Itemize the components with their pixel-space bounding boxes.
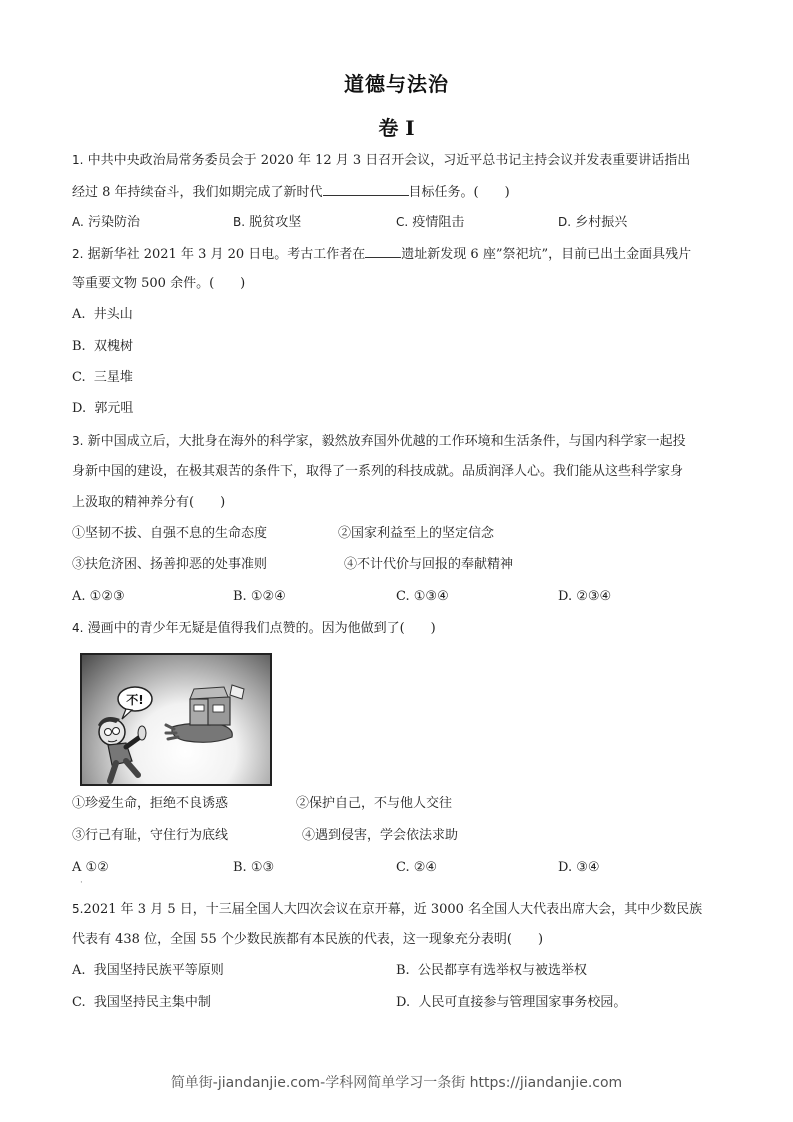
answer-blank <box>323 183 409 196</box>
q2-option-a: A. 井头山 <box>72 307 133 322</box>
question-number: 1. <box>72 153 84 167</box>
q3-statement-2: ②国家利益至上的坚定信念 <box>338 526 495 541</box>
q4-option-d: D. ③④ <box>558 860 600 875</box>
q4-option-a: A ①② <box>72 860 109 875</box>
q5-option-a: A. 我国坚持民族平等原则 <box>72 963 224 978</box>
question-4-line-1: 4. 漫画中的青少年无疑是值得我们点赞的。因为他做到了( ) <box>72 621 436 636</box>
q4-statement-1: ①珍爱生命，拒绝不良诱惑 <box>72 796 229 811</box>
q5-option-c: C. 我国坚持民主集中制 <box>72 995 211 1010</box>
q1-option-b: B. 脱贫攻坚 <box>233 215 302 230</box>
q3-option-b: B. ①②④ <box>233 589 286 604</box>
cartoon-image <box>80 653 272 786</box>
question-3-line-2: 身新中国的建设，在极其艰苦的条件下，取得了一系列的科技成就。品质润泽人心。我们能从这些科学家身 <box>72 464 684 479</box>
question-number: 2. <box>72 247 84 261</box>
question-3-line-1: 3. 新中国成立后，大批身在海外的科学家，毅然放弃国外优越的工作环境和生活条件，与国内科学家一起投 <box>72 434 686 449</box>
q3-statement-3: ③扶危济困、扬善抑恶的处事准则 <box>72 557 268 572</box>
q4-statement-3: ③行己有耻，守住行为底线 <box>72 828 229 843</box>
q1-option-d: D. 乡村振兴 <box>558 215 628 230</box>
q2-option-d: D. 郭元咀 <box>72 401 134 416</box>
footer-watermark: 简单街-jiandanjie.com-学科网简单学习一条街 https://jiandanjie.com <box>170 1075 623 1091</box>
question-2-line-1: 2. 据新华社 2021 年 3 月 20 日电。考古工作者在 遗址新发现 6 座”祭祀坑”，目前已出土金面具残片 <box>72 247 692 262</box>
q4-statement-4: ④遇到侵害，学会依法求助 <box>302 828 459 843</box>
question-1-line-1: 1. 中共中央政治局常务委员会于 2020 年 12 月 3 日召开会议，习近平总书记主持会议并发表重要讲话指出 <box>72 153 691 168</box>
q4-option-c: C. ②④ <box>396 860 438 875</box>
question-5-line-2: 代表有 438 位，全国 55 个少数民族都有本民族的代表，这一现象充分表明( ) <box>72 932 544 947</box>
question-number: 4. <box>72 621 84 635</box>
answer-blank <box>365 245 401 258</box>
q3-statement-4: ④不计代价与回报的奉献精神 <box>344 557 514 572</box>
question-number: 3. <box>72 434 84 448</box>
q4-statement-2: ②保护自己，不与他人交往 <box>296 796 453 811</box>
q5-option-b: B. 公民都享有选举权与被选举权 <box>396 963 587 978</box>
section-title: 卷 I <box>378 116 415 140</box>
question-number: 5. <box>72 902 84 916</box>
cartoon-illustration-icon <box>82 655 272 786</box>
q3-option-c: C. ①③④ <box>396 589 449 604</box>
q3-option-d: D. ②③④ <box>558 589 612 604</box>
question-3-line-3: 上汲取的精神养分有( ) <box>72 495 226 510</box>
q3-option-a: A. ①②③ <box>72 589 125 604</box>
q5-option-d: D. 人民可直接参与管理国家事务校园。 <box>396 995 627 1010</box>
q1-option-a: A. 污染防治 <box>72 215 140 230</box>
q2-option-c: C. 三星堆 <box>72 370 133 385</box>
q2-option-b: B. 双槐树 <box>72 339 133 354</box>
q3-statement-1: ①坚韧不拔、自强不息的生命态度 <box>72 526 268 541</box>
question-5-line-1: 5.2021 年 3 月 5 日，十三届全国人大四次会议在京开幕，近 3000 名全国人大代表出席大会，其中少数民族 <box>72 902 703 917</box>
document-title: 道德与法治 <box>344 72 449 96</box>
q4-option-b: B. ①③ <box>233 860 275 875</box>
q1-option-c: C. 疫情阻击 <box>396 215 465 230</box>
scan-mark: · <box>80 878 83 888</box>
svg-text:不!: 不! <box>126 693 144 707</box>
question-1-line-2: 经过 8 年持续奋斗，我们如期完成了新时代 目标任务。( ) <box>72 185 510 200</box>
question-2-line-2: 等重要文物 500 余件。( ) <box>72 276 246 291</box>
